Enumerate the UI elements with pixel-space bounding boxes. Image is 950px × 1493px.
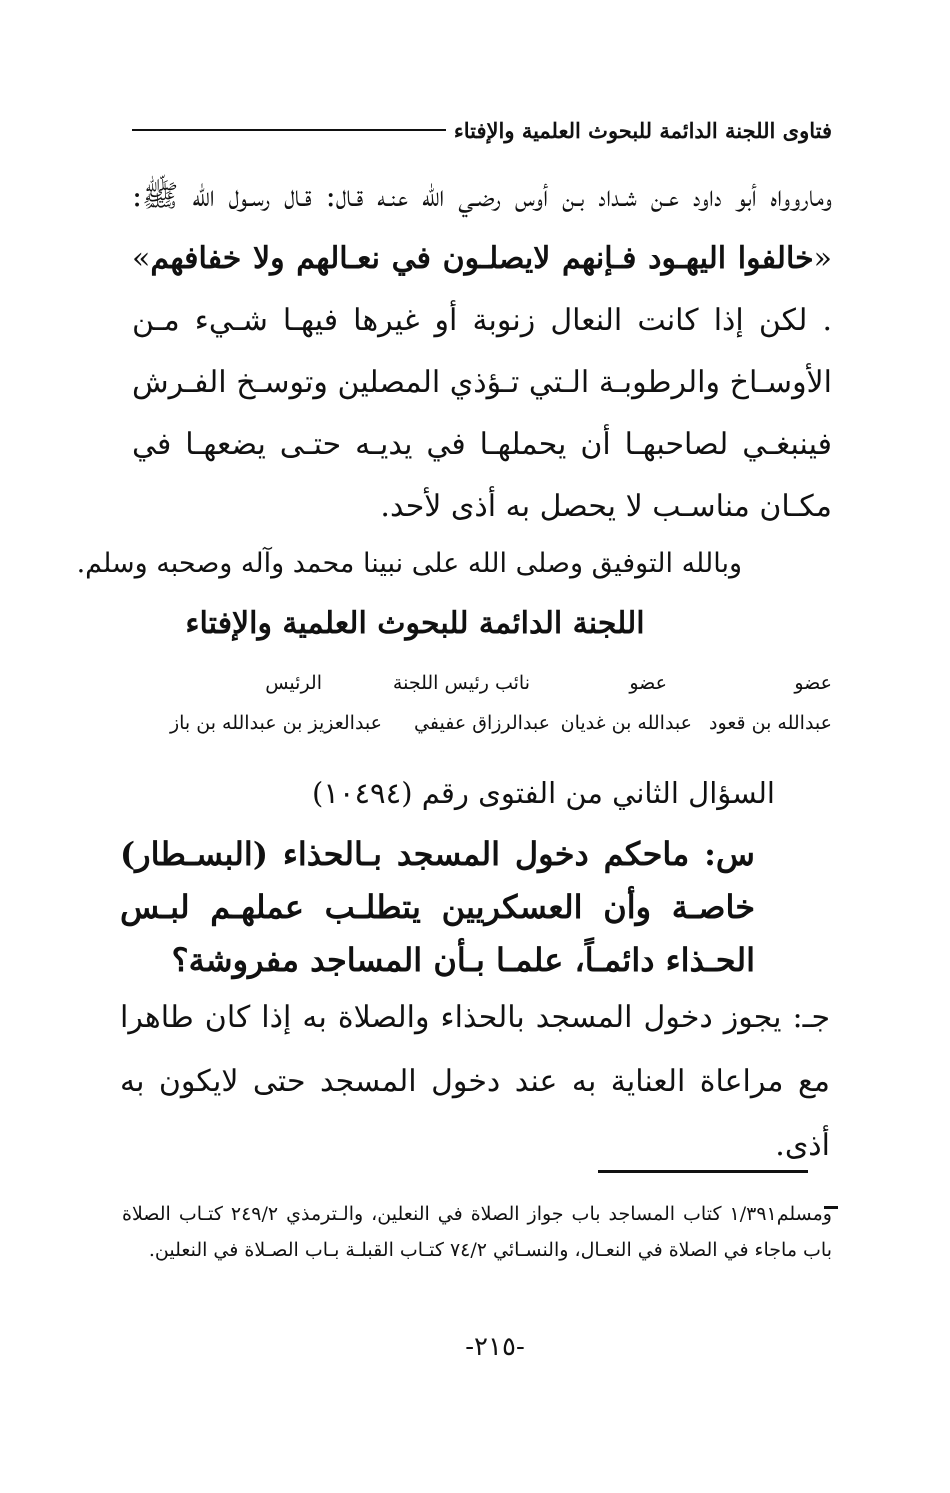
hadith-quote: خالفوا اليهـود فـإنهم لايصلـون في نعـالهم ولا خفافهم	[150, 241, 814, 276]
para-text-2: » . لكن إذا كانت النعال زنوبة أو غيرها فيهـا شـيء مـن الأوسـاخ والرطوبـة الـتي تـؤذي المصلين وتوسـخ الفـرش فينبغـي لصاحبهـا أن يحملهـا في يديـه حتـى يضعهـا في مكـان مناسـب لا يحصل به أذى لأحد.	[132, 241, 832, 524]
running-header	[132, 112, 832, 148]
footnote-rule	[598, 1170, 808, 1173]
fatwa-question: س: ماحكم دخول المسجد بـالحذاء (البسـطار) خاصـة وأن العسكريين يتطلـب عملهـم لبـس الحـذاء دائمـاً، علمـا بـأن المساجد مفروشة؟	[120, 835, 755, 979]
member-role: عضو	[794, 672, 832, 694]
member-name: عبدالله بن قعود	[709, 712, 832, 734]
running-header-title: فتاوى اللجنة الدائمة للبحوث العلمية والإفتاء	[453, 117, 832, 143]
member-name: عبدالعزيز بن عبدالله بن باز	[169, 712, 382, 734]
page-number: -٢١٥-	[465, 1332, 525, 1362]
header-rule	[132, 129, 446, 131]
member-name: عبدالرزاق عفيفي	[414, 712, 550, 734]
signature-roles	[112, 672, 832, 712]
signature-block	[112, 672, 832, 752]
member-role: الرئيس	[265, 672, 322, 694]
member-name: عبدالله بن غديان	[560, 712, 692, 734]
fatwa-number: السؤال الثاني من الفتوى رقم (١٠٤٩٤)	[312, 776, 775, 810]
para-text-1: وماروواه أبو داود عـن شـداد بـن أوس رضـي الله عنـه قـال: قـال رسـول الله ﷺ: «	[132, 179, 832, 276]
closing-prayer: وبالله التوفيق وصلى الله على نبينا محمد وآله وصحبه وسلم.	[76, 548, 742, 579]
member-role: نائب رئيس اللجنة	[392, 672, 530, 694]
signature-names	[112, 712, 832, 752]
body-paragraph	[132, 166, 832, 538]
fatwa-answer: جـ: يجوز دخول المسجد بالحذاء والصلاة به إذا كان طاهرا مع مراعاة العناية به عند دخول المسجد حتى لايكون به أذى.	[120, 1000, 830, 1163]
member-role: عضو	[629, 672, 667, 694]
footnote: ومسلم١/٣٩١ كتاب المساجد باب جواز الصلاة في النعلين، والـترمذي ٢٤٩/٢ كتـاب الصلاة باب ماجاء في الصلاة في النعـال، والنسـائي ٧٤/٢ كتـاب القبلـة بـاب الصـلاة في النعلين.	[122, 1203, 832, 1261]
committee-title: اللجنة الدائمة للبحوث العلمية والإفتاء	[185, 606, 645, 641]
